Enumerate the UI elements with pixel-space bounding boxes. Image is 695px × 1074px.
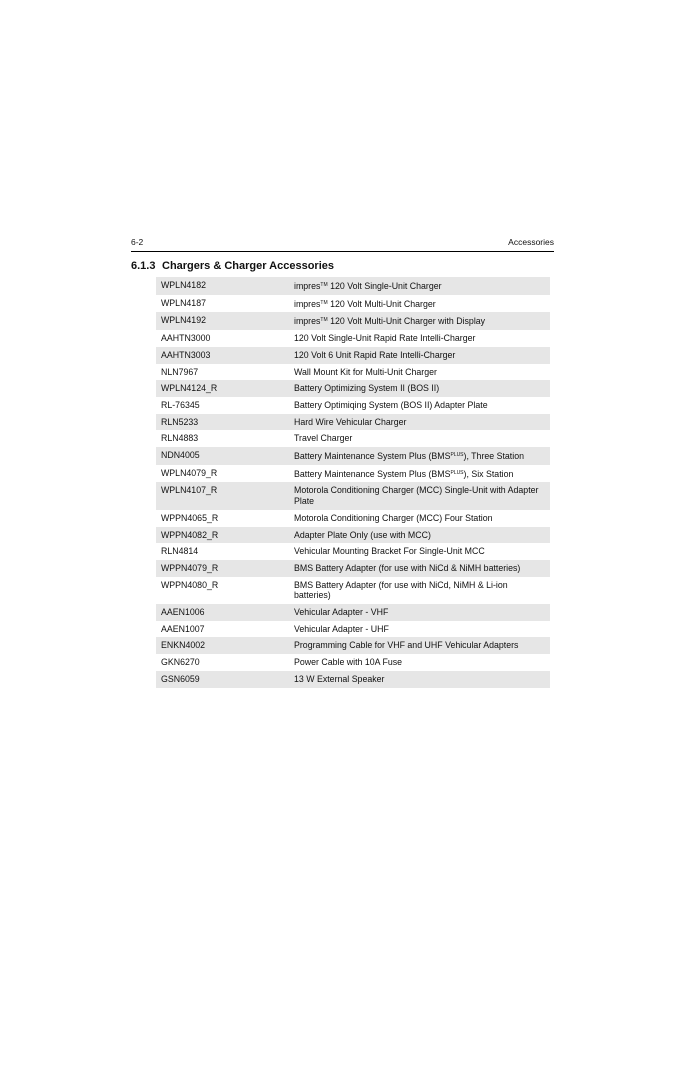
table-row bbox=[156, 482, 550, 509]
page-header bbox=[131, 235, 554, 252]
part-number: WPLN4182 bbox=[156, 277, 289, 295]
part-number: NLN7967 bbox=[161, 366, 199, 377]
part-description bbox=[289, 447, 550, 465]
part-number: GKN6270 bbox=[161, 657, 200, 668]
description-text: Vehicular Mounting Bracket For Single-Unit MCC bbox=[294, 546, 485, 557]
table-row bbox=[156, 560, 550, 577]
part-description bbox=[289, 577, 550, 604]
part-description bbox=[289, 397, 550, 414]
description-text: Travel Charger bbox=[294, 433, 353, 444]
description-text: Power Cable with 10A Fuse bbox=[294, 657, 403, 668]
description-text: 120 Volt Single-Unit Rapid Rate Intelli-Charger bbox=[294, 333, 476, 344]
part-description bbox=[289, 347, 550, 364]
description-text: Adapter Plate Only (use with MCC) bbox=[294, 529, 431, 540]
table-row bbox=[156, 447, 550, 465]
table-row bbox=[156, 312, 550, 330]
part-number: WPLN4124_R bbox=[156, 380, 289, 397]
part-number: AAEN1007 bbox=[161, 623, 205, 634]
table-row bbox=[156, 295, 550, 313]
part-description bbox=[289, 510, 550, 527]
description-text: Battery Maintenance System Plus (BMS bbox=[294, 468, 451, 479]
description-text: Wall Mount Kit for Multi-Unit Charger bbox=[294, 366, 437, 377]
part-number: WPPN4079_R bbox=[156, 560, 289, 577]
part-number: NDN4005 bbox=[156, 447, 289, 465]
table-row bbox=[156, 414, 550, 431]
table-row bbox=[156, 654, 550, 671]
page-number: 6-2 bbox=[131, 237, 144, 247]
part-description bbox=[289, 380, 550, 397]
description-text: BMS Battery Adapter (for use with NiCd, NiMH & Li-ion batteries) bbox=[294, 579, 508, 601]
part-number: WPLN4079_R bbox=[161, 467, 218, 478]
description-text: Vehicular Adapter - VHF bbox=[294, 607, 389, 618]
description-text: Battery Optimizing System II (BOS II) bbox=[294, 383, 440, 394]
table-row bbox=[156, 397, 550, 414]
description-text: Vehicular Adapter - UHF bbox=[294, 623, 389, 634]
part-description bbox=[289, 671, 550, 688]
description-text-suffix: 120 Volt Multi-Unit Charger with Display bbox=[327, 316, 486, 327]
description-text: Battery Optimiqing System (BOS II) Adapter Plate bbox=[294, 399, 488, 410]
part-description bbox=[289, 312, 550, 330]
part-number: ENKN4002 bbox=[156, 637, 289, 654]
part-number: AAHTN3000 bbox=[161, 333, 211, 344]
description-text: Motorola Conditioning Charger (MCC) Four Station bbox=[294, 512, 493, 523]
table-row bbox=[156, 621, 550, 638]
part-description bbox=[289, 560, 550, 577]
part-description bbox=[289, 295, 550, 313]
part-number: GSN6059 bbox=[156, 671, 289, 688]
part-description bbox=[289, 604, 550, 621]
description-text-suffix: 120 Volt Multi-Unit Charger bbox=[327, 298, 436, 309]
description-text: impres bbox=[294, 316, 321, 327]
accessories-table-body bbox=[156, 277, 550, 688]
description-text: Hard Wire Vehicular Charger bbox=[294, 416, 407, 427]
part-number: WPLN4187 bbox=[161, 297, 206, 308]
part-number: RLN4883 bbox=[161, 433, 199, 444]
part-description bbox=[289, 654, 550, 671]
section-heading bbox=[131, 260, 334, 272]
part-number: WPPN4082_R bbox=[156, 527, 289, 544]
table-row bbox=[156, 277, 550, 295]
table-row bbox=[156, 604, 550, 621]
table-row bbox=[156, 364, 550, 381]
description-text-suffix: 120 Volt Single-Unit Charger bbox=[327, 281, 442, 291]
part-number: WPLN4107_R bbox=[156, 482, 289, 509]
part-number: WPPN4080_R bbox=[161, 579, 219, 590]
table-row bbox=[156, 527, 550, 544]
part-number: RL-76345 bbox=[161, 399, 200, 410]
part-description bbox=[289, 527, 550, 544]
table-row bbox=[156, 543, 550, 560]
superscript-mark: TM bbox=[320, 282, 328, 288]
part-description bbox=[289, 543, 550, 560]
part-number: WPPN4065_R bbox=[161, 512, 219, 523]
superscript-mark: PLUS bbox=[450, 469, 464, 476]
part-description bbox=[289, 277, 550, 295]
table-row bbox=[156, 577, 550, 604]
table-row bbox=[156, 465, 550, 483]
description-text: 13 W External Speaker bbox=[294, 673, 385, 684]
section-title: Chargers & Charger Accessories bbox=[162, 260, 335, 272]
part-description bbox=[289, 482, 550, 509]
part-description bbox=[289, 637, 550, 654]
description-text: 120 Volt 6 Unit Rapid Rate Intelli-Charger bbox=[294, 349, 456, 360]
superscript-mark: TM bbox=[320, 317, 328, 324]
part-description bbox=[289, 414, 550, 431]
part-number: RLN4814 bbox=[161, 546, 199, 557]
description-text: Motorola Conditioning Charger (MCC) Single-Unit with Adapter Plate bbox=[294, 485, 539, 507]
part-description bbox=[289, 364, 550, 381]
part-number: RLN5233 bbox=[156, 414, 289, 431]
part-number: AAEN1006 bbox=[156, 604, 289, 621]
description-text-suffix: ), Three Station bbox=[463, 451, 524, 462]
table-row bbox=[156, 637, 550, 654]
section-number: 6.1.3 bbox=[131, 260, 156, 272]
superscript-mark: TM bbox=[320, 299, 328, 306]
table-row bbox=[156, 671, 550, 688]
part-description bbox=[289, 330, 550, 347]
part-number: AAHTN3003 bbox=[156, 347, 289, 364]
description-text-suffix: ), Six Station bbox=[463, 468, 514, 479]
table-row bbox=[156, 510, 550, 527]
table-row bbox=[156, 430, 550, 447]
description-text: BMS Battery Adapter (for use with NiCd & NiMH batteries) bbox=[294, 562, 521, 573]
description-text: Programming Cable for VHF and UHF Vehicular Adapters bbox=[294, 640, 519, 651]
part-description bbox=[289, 465, 550, 483]
table-row bbox=[156, 380, 550, 397]
accessories-table bbox=[156, 277, 550, 688]
table-row bbox=[156, 347, 550, 364]
part-description bbox=[289, 621, 550, 638]
part-description bbox=[289, 430, 550, 447]
description-text: impres bbox=[294, 298, 321, 309]
description-text: impres bbox=[294, 281, 321, 291]
part-number: WPLN4192 bbox=[156, 312, 289, 330]
superscript-mark: PLUS bbox=[450, 452, 464, 459]
description-text: Battery Maintenance System Plus (BMS bbox=[294, 451, 451, 462]
chapter-title: Accessories bbox=[508, 237, 554, 247]
table-row bbox=[156, 330, 550, 347]
